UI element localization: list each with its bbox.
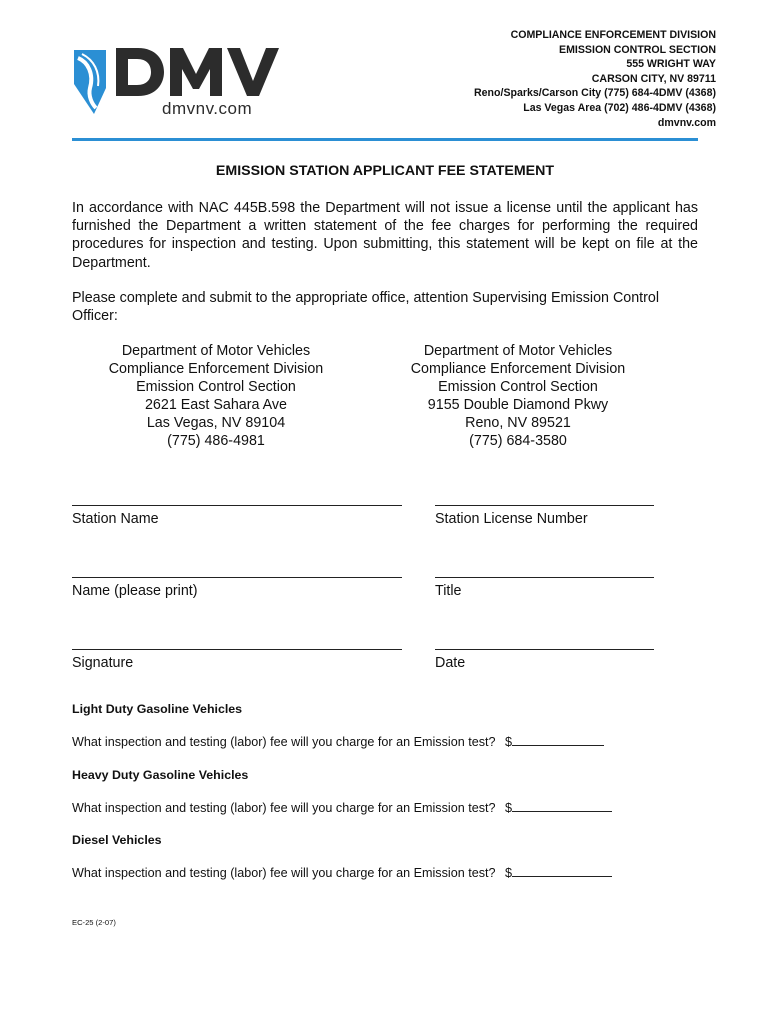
address-line: Reno, NV 89521 xyxy=(465,415,571,431)
dmv-logo xyxy=(72,44,298,122)
address-line: Emission Control Section xyxy=(136,379,296,395)
station-license-number-line[interactable] xyxy=(435,505,654,506)
contact-block xyxy=(474,28,716,130)
station-license-number-field[interactable] xyxy=(435,505,654,527)
name-print-line[interactable] xyxy=(72,577,402,578)
light-duty-question xyxy=(72,735,604,749)
address-line: Emission Control Section xyxy=(438,379,598,395)
title-field[interactable] xyxy=(435,577,654,599)
title-label: Title xyxy=(435,583,462,599)
name-print-field[interactable] xyxy=(72,577,402,599)
currency-symbol: $ xyxy=(505,735,513,749)
form-code: EC-25 (2-07) xyxy=(72,918,116,927)
question-text: What inspection and testing (labor) fee will you charge for an Emission test? xyxy=(72,735,496,749)
currency-symbol: $ xyxy=(505,801,513,815)
diesel-heading: Diesel Vehicles xyxy=(72,833,162,847)
title-line[interactable] xyxy=(435,577,654,578)
date-line[interactable] xyxy=(435,649,654,650)
question-text: What inspection and testing (labor) fee will you charge for an Emission test? xyxy=(72,866,496,880)
address-line: 9155 Double Diamond Pkwy xyxy=(427,397,609,413)
diesel-question xyxy=(72,866,612,880)
address-line: Compliance Enforcement Division xyxy=(410,361,626,377)
signature-field[interactable] xyxy=(72,649,402,671)
contact-line: Las Vegas Area (702) 486-4DMV (4368) xyxy=(523,101,716,114)
instruction-paragraph: Please complete and submit to the appropriate office, attention Supervising Emission Control Officer: xyxy=(72,290,660,325)
light-duty-fee-input[interactable] xyxy=(512,735,604,746)
signature-label: Signature xyxy=(72,655,134,671)
question-text: What inspection and testing (labor) fee will you charge for an Emission test? xyxy=(72,801,496,815)
address-line: Las Vegas, NV 89104 xyxy=(146,415,286,431)
date-label: Date xyxy=(435,655,466,671)
contact-website[interactable]: dmvnv.com xyxy=(657,116,716,129)
heavy-duty-question xyxy=(72,801,612,815)
name-print-label: Name (please print) xyxy=(72,583,198,599)
address-phone: (775) 684-3580 xyxy=(469,433,567,449)
currency-symbol: $ xyxy=(505,866,513,880)
date-field[interactable] xyxy=(435,649,654,671)
page-title: EMISSION STATION APPLICANT FEE STATEMENT xyxy=(215,163,555,179)
station-name-label: Station Name xyxy=(72,511,159,527)
address-phone: (775) 486-4981 xyxy=(167,433,265,449)
header-divider xyxy=(72,138,698,141)
signature-line[interactable] xyxy=(72,649,402,650)
contact-line: 555 WRIGHT WAY xyxy=(626,58,716,71)
contact-line: EMISSION CONTROL SECTION xyxy=(559,43,716,56)
station-name-line[interactable] xyxy=(72,505,402,506)
address-line: Department of Motor Vehicles xyxy=(423,343,613,359)
light-duty-heading: Light Duty Gasoline Vehicles xyxy=(72,702,243,716)
diesel-fee-input[interactable] xyxy=(512,866,612,877)
intro-paragraph: In accordance with NAC 445B.598 the Department will not issue a license until the applicant has furnished the Department a written statement of the fee charges for performing the required procedures for inspection and testing. Upon submitting, this statement will be kept on file at the Department. xyxy=(72,200,698,271)
station-license-number-label: Station License Number xyxy=(435,511,588,527)
address-line: Compliance Enforcement Division xyxy=(108,361,324,377)
station-name-field[interactable] xyxy=(72,505,402,527)
contact-line: COMPLIANCE ENFORCEMENT DIVISION xyxy=(510,29,716,41)
reno-office-address xyxy=(373,342,663,450)
logo-url-text: dmvnv.com xyxy=(162,99,253,118)
contact-line: CARSON CITY, NV 89711 xyxy=(591,72,716,85)
address-line: Department of Motor Vehicles xyxy=(121,343,311,359)
las-vegas-office-address xyxy=(71,342,361,450)
heavy-duty-fee-input[interactable] xyxy=(512,801,612,812)
heavy-duty-heading: Heavy Duty Gasoline Vehicles xyxy=(72,768,249,782)
contact-line: Reno/Sparks/Carson City (775) 684-4DMV (4368) xyxy=(474,87,716,100)
address-line: 2621 East Sahara Ave xyxy=(144,397,288,413)
